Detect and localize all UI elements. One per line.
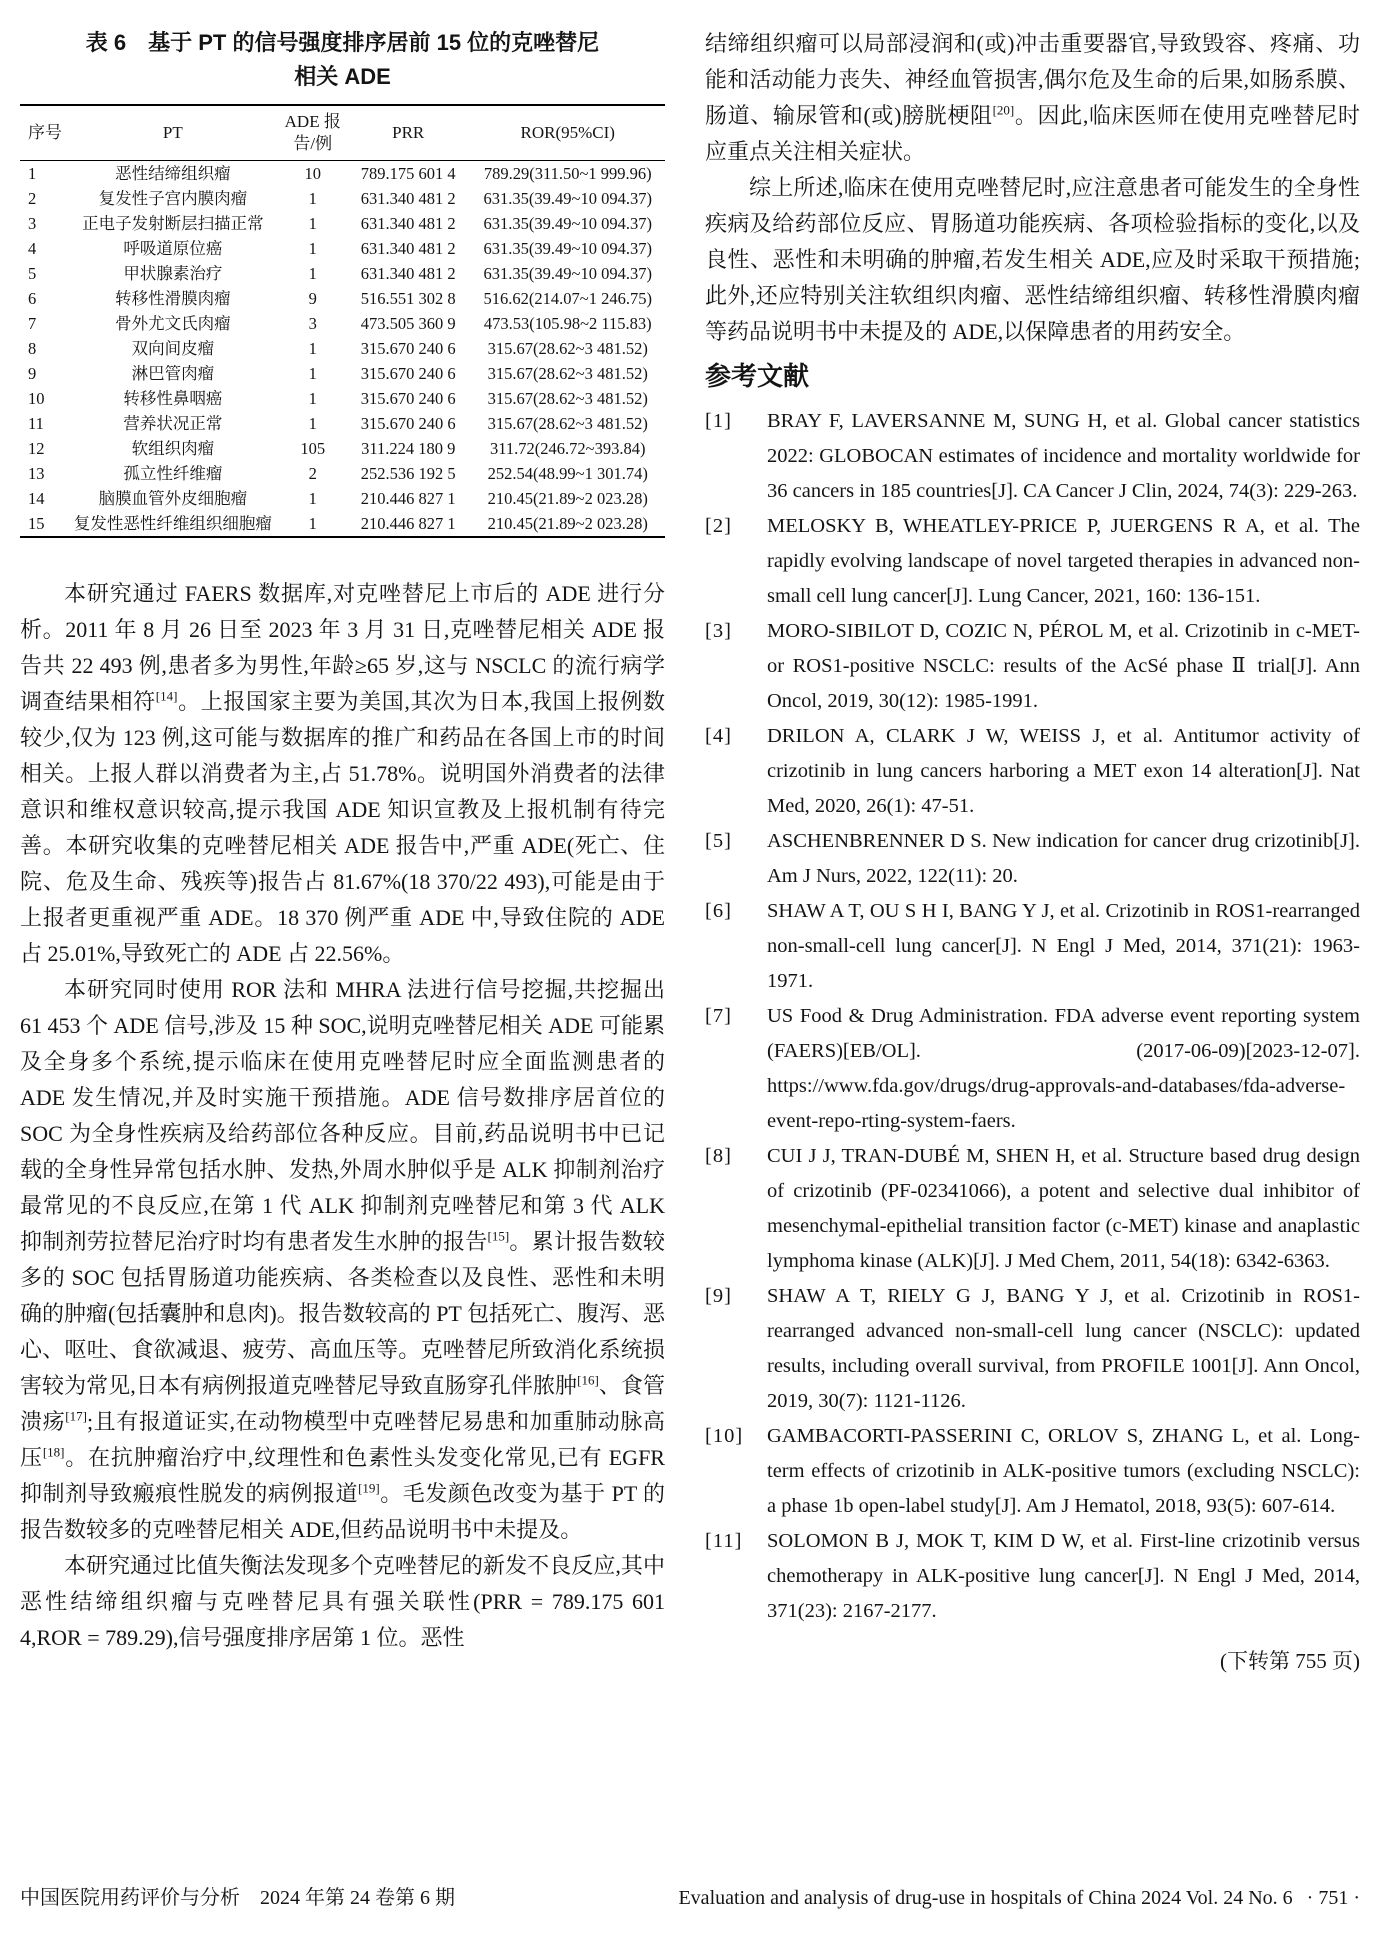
- table-cell: 315.67(28.62~3 481.52): [487, 413, 648, 433]
- table-cell: 473.505 360 9: [360, 313, 456, 333]
- reference-number: [6]: [705, 900, 732, 922]
- table-caption-line-1: 表 6 基于 PT 的信号强度排序居前 15 位的克唑替尼: [85, 30, 600, 55]
- body-paragraph: 综上所述,临床在使用克唑替尼时,应注意患者可能发生的全身性疾病及给药部位反应、胃肠道功能疾病、各项检验指标的变化,以及良性、恶性和未明确的肿瘤,若发生相关 ADE,应及时采取干预措施;此外,还应特别关注软组织肉瘤、恶性结缔组织瘤、转移性滑膜肉瘤等药品说明书中未提及的 ADE,以保障患者的用药安全。: [705, 175, 1360, 344]
- table-cell: 骨外尤文氏肉瘤: [115, 313, 231, 333]
- table-cell: 210.45(21.89~2 023.28): [487, 488, 648, 508]
- reference-number: [3]: [705, 620, 732, 642]
- right-column: [705, 26, 1360, 1679]
- reference-text: MELOSKY B, WHEATLEY-PRICE P, JUERGENS R A, et al. The rapidly evolving landscape of novel targeted therapies in advanced non-small cell lung cancer[J]. Lung Cancer, 2021, 160: 136-151.: [767, 515, 1360, 607]
- table-cell: 5: [28, 263, 37, 283]
- table-row: [20, 261, 665, 286]
- ade-signal-table: [20, 104, 665, 538]
- table-cell: 1: [28, 163, 37, 183]
- table-cell: 复发性子宫内膜肉瘤: [98, 188, 248, 208]
- left-column: [20, 26, 665, 1679]
- left-body-text: [20, 576, 665, 1656]
- table-cell: 315.67(28.62~3 481.52): [487, 363, 648, 383]
- table-row: [20, 311, 665, 336]
- continuation-note: (下转第 755 页): [1220, 1649, 1360, 1673]
- reference-text: MORO-SIBILOT D, COZIC N, PÉROL M, et al. Crizotinib in c-MET- or ROS1-positive NSCLC: results of the AcSé phase Ⅱ trial[J]. Ann Oncol, 2019, 30(12): 1985-1991.: [767, 620, 1360, 712]
- table-cell: 789.29(311.50~1 999.96): [483, 163, 652, 183]
- table-cell: 9: [28, 363, 37, 383]
- table-cell: 315.670 240 6: [360, 338, 456, 358]
- table-cell: 315.670 240 6: [360, 388, 456, 408]
- table-cell: 631.35(39.49~10 094.37): [483, 188, 652, 208]
- table-cell: 315.67(28.62~3 481.52): [487, 338, 648, 358]
- table-cell: 2: [308, 463, 317, 483]
- table-cell: 呼吸道原位癌: [123, 238, 223, 258]
- reference-text: SHAW A T, RIELY G J, BANG Y J, et al. Crizotinib in ROS1-rearranged advanced non-small-cell lung cancer (NSCLC): updated results, including overall survival, from PROFILE 1001[J]. Ann Oncol, 2019, 30(7): 1121-1126.: [767, 1285, 1360, 1412]
- table-cell: 孤立性纤维瘤: [123, 463, 223, 483]
- footer-journal-title-en: [664, 1887, 1360, 1910]
- table-cell: 315.67(28.62~3 481.52): [487, 388, 648, 408]
- table-row: [20, 236, 665, 261]
- reference-item: [705, 509, 1360, 614]
- table-cell: 1: [308, 363, 317, 383]
- table-cell: 6: [28, 288, 37, 308]
- references-heading: 参考文献: [705, 361, 810, 391]
- reference-item: [705, 999, 1360, 1139]
- ade-table-body: [20, 161, 665, 538]
- page-footer: [20, 1881, 1360, 1910]
- table-row: [20, 511, 665, 537]
- table-cell: 13: [28, 463, 45, 483]
- table-cell: 473.53(105.98~2 115.83): [483, 313, 652, 333]
- table-cell: 1: [308, 413, 317, 433]
- table-row: [20, 361, 665, 386]
- table-cell: 631.35(39.49~10 094.37): [483, 263, 652, 283]
- reference-text: SOLOMON B J, MOK T, KIM D W, et al. First-line crizotinib versus chemotherapy in ALK-positive lung cancer[J]. N Engl J Med, 2014, 371(23): 2167-2177.: [767, 1530, 1360, 1622]
- table-cell: 转移性滑膜肉瘤: [115, 288, 231, 308]
- table-header-cell: ADE 报告/例: [284, 112, 341, 153]
- body-paragraph: 本研究同时使用 ROR 法和 MHRA 法进行信号挖掘,共挖掘出 61 453 个 ADE 信号,涉及 15 种 SOC,说明克唑替尼相关 ADE 可能累及全身多个系统,提示临床在使用克唑替尼时应全面监测患者的 ADE 发生情况,并及时实施干预措施。ADE 信号数排序居首位的 SOC 为全身性疾病及给药部位各种反应。目前,药品说明书中已记载的全身性异常包括水肿、发热,外周水肿似乎是 ALK 抑制剂治疗最常见的不良反应,在第 1 代 ALK 抑制剂克唑替尼和第 3 代 ALK 抑制剂劳拉替尼治疗时均有患者发生水肿的报告[15]。累计报告数较多的 SOC 包括胃肠道功能疾病、各类检查以及良性、恶性和未明确的肿瘤(包括囊肿和息肉)。报告数较高的 PT 包括死亡、腹泻、恶心、呕吐、食欲减退、疲劳、高血压等。克唑替尼所致消化系统损害较为常见,日本有病例报道克唑替尼导致直肠穿孔伴脓肿[16]、食管溃疡[17];且有报道证实,在动物模型中克唑替尼易患和加重肺动脉高压[18]。在抗肿瘤治疗中,纹理性和色素性头发变化常见,已有 EGFR 抑制剂导致瘢痕性脱发的病例报道[19]。毛发颜色改变为基于 PT 的报告数较多的克唑替尼相关 ADE,但药品说明书中未提及。: [20, 977, 665, 1542]
- table-cell: 1: [308, 488, 317, 508]
- table-header-row: [20, 105, 665, 161]
- table-cell: 转移性鼻咽癌: [123, 388, 223, 408]
- table-row: [20, 486, 665, 511]
- table-cell: 7: [28, 313, 37, 333]
- table-caption-line-2: 相关 ADE: [294, 64, 391, 89]
- table-header-cell: ROR(95%CI): [520, 123, 615, 142]
- reference-item: [705, 1419, 1360, 1524]
- table-cell: 631.340 481 2: [360, 263, 456, 283]
- reference-item: [705, 1524, 1360, 1629]
- reference-item: [705, 1279, 1360, 1419]
- table-cell: 14: [28, 488, 45, 508]
- reference-number: [5]: [705, 830, 732, 852]
- reference-number: [11]: [705, 1530, 743, 1552]
- reference-text: GAMBACORTI-PASSERINI C, ORLOV S, ZHANG L, et al. Long-term effects of crizotinib in ALK-positive tumors (excluding NSCLC): a phase 1b open-label study[J]. Am J Hematol, 2018, 93(5): 607-614.: [767, 1425, 1360, 1517]
- table-cell: 631.340 481 2: [360, 188, 456, 208]
- reference-text: SHAW A T, OU S H I, BANG Y J, et al. Crizotinib in ROS1-rearranged non-small-cell lung cancer[J]. N Engl J Med, 2014, 371(21): 1963-1971.: [767, 900, 1360, 992]
- table-cell: 1: [308, 263, 317, 283]
- table-cell: 12: [28, 438, 45, 458]
- table-cell: 1: [308, 513, 317, 533]
- citation-superscript: [17]: [65, 1408, 87, 1424]
- table-cell: 1: [308, 338, 317, 358]
- reference-number: [2]: [705, 515, 732, 537]
- table-cell: 8: [28, 338, 37, 358]
- footer-page-number: · 751 ·: [1306, 1887, 1360, 1909]
- table-row: [20, 386, 665, 411]
- footer-journal-citation: Evaluation and analysis of drug-use in hospitals of China 2024 Vol. 24 No. 6: [678, 1887, 1293, 1909]
- table-row: [20, 336, 665, 361]
- table-cell: 311.224 180 9: [361, 438, 456, 458]
- citation-superscript: [20]: [992, 102, 1015, 118]
- table-cell: 311.72(246.72~393.84): [490, 438, 646, 458]
- table-cell: 双向间皮瘤: [131, 338, 215, 358]
- body-paragraph: 结缔组织瘤可以局部浸润和(或)冲击重要器官,导致毁容、疼痛、功能和活动能力丧失、神经血管损害,偶尔危及生命的后果,如肠系膜、肠道、输尿管和(或)膀胱梗阻[20]。因此,临床医师在使用克唑替尼时应重点关注相关症状。: [705, 31, 1360, 164]
- table-cell: 631.35(39.49~10 094.37): [483, 213, 652, 233]
- table-cell: 516.551 302 8: [360, 288, 456, 308]
- table-row: [20, 436, 665, 461]
- table-cell: 正电子发射断层扫描正常: [82, 213, 264, 233]
- reference-number: [9]: [705, 1285, 732, 1307]
- reference-text: US Food & Drug Administration. FDA adverse event reporting system (FAERS)[EB/OL]. (2017-06-09)[2023-12-07]. https://www.fda.gov/drugs/drug-approvals-and-databases/fda-adverse-event-repo-rting-system-faers.: [767, 1005, 1360, 1132]
- table-header-cell: 序号: [28, 123, 62, 142]
- table-cell: 1: [308, 213, 317, 233]
- table-row: [20, 161, 665, 187]
- table-cell: 4: [28, 238, 37, 258]
- table-cell: 210.45(21.89~2 023.28): [487, 513, 648, 533]
- table-row: [20, 411, 665, 436]
- reference-number: [10]: [705, 1425, 744, 1447]
- reference-item: [705, 824, 1360, 894]
- table-header-cell: PRR: [392, 123, 425, 142]
- reference-item: [705, 719, 1360, 824]
- citation-superscript: [14]: [155, 688, 178, 704]
- reference-item: [705, 894, 1360, 999]
- table-cell: 1: [308, 188, 317, 208]
- reference-text: CUI J J, TRAN-DUBÉ M, SHEN H, et al. Structure based drug design of crizotinib (PF-02341066), a potent and selective dual inhibitor of mesenchymal-epithelial transition factor (c-MET) kinase and anaplastic lymphoma kinase (ALK)[J]. J Med Chem, 2011, 54(18): 6342-6363.: [767, 1145, 1360, 1272]
- table-row: [20, 211, 665, 236]
- table-cell: 210.446 827 1: [360, 488, 456, 508]
- reference-item: [705, 614, 1360, 719]
- footer-journal-title-cn: 中国医院用药评价与分析 2024 年第 24 卷第 6 期: [20, 1887, 455, 1909]
- citation-superscript: [15]: [487, 1228, 510, 1244]
- table-cell: 105: [300, 438, 326, 458]
- table-row: [20, 461, 665, 486]
- citation-superscript: [18]: [42, 1444, 65, 1460]
- reference-text: DRILON A, CLARK J W, WEISS J, et al. Antitumor activity of crizotinib in lung cancers harboring a MET exon 14 alteration[J]. Nat Med, 2020, 26(1): 47-51.: [767, 725, 1360, 817]
- table-cell: 210.446 827 1: [360, 513, 456, 533]
- table-cell: 3: [308, 313, 317, 333]
- body-paragraph: 本研究通过 FAERS 数据库,对克唑替尼上市后的 ADE 进行分析。2011 年 8 月 26 日至 2023 年 3 月 31 日,克唑替尼相关 ADE 报告共 22 493 例,患者多为男性,年龄≥65 岁,这与 NSCLC 的流行病学调查结果相符[14]。上报国家主要为美国,其次为日本,我国上报例数较少,仅为 123 例,这可能与数据库的推广和药品在各国上市的时间相关。上报人群以消费者为主,占 51.78%。说明国外消费者的法律意识和维权意识较高,提示我国 ADE 知识宣教及上报机制有待完善。本研究收集的克唑替尼相关 ADE 报告中,严重 ADE(死亡、住院、危及生命、残疾等)报告占 81.67%(18 370/22 493),可能是由于上报者更重视严重 ADE。18 370 例严重 ADE 中,导致住院的 ADE 占 25.01%,导致死亡的 ADE 占 22.56%。: [20, 581, 665, 966]
- table-cell: 252.536 192 5: [360, 463, 456, 483]
- reference-text: ASCHENBRENNER D S. New indication for cancer drug crizotinib[J]. Am J Nurs, 2022, 122(11): 20.: [767, 830, 1360, 887]
- table-cell: 1: [308, 238, 317, 258]
- reference-number: [4]: [705, 725, 732, 747]
- table-cell: 脑膜血管外皮细胞瘤: [98, 488, 248, 508]
- table-cell: 789.175 601 4: [360, 163, 456, 183]
- right-body-text: [705, 26, 1360, 350]
- table-header-cell: PT: [162, 123, 183, 142]
- reference-number: [1]: [705, 410, 732, 432]
- table-cell: 营养状况正常: [123, 413, 223, 433]
- table-cell: 10: [304, 163, 321, 183]
- body-paragraph: 本研究通过比值失衡法发现多个克唑替尼的新发不良反应,其中恶性结缔组织瘤与克唑替尼具有强关联性(PRR = 789.175 601 4,ROR = 789.29),信号强度排序居第 1 位。恶性: [20, 1553, 665, 1650]
- table-cell: 甲状腺素治疗: [123, 263, 223, 283]
- table-cell: 15: [28, 513, 45, 533]
- table-cell: 2: [28, 188, 37, 208]
- table-cell: 11: [28, 413, 44, 433]
- table-cell: 315.670 240 6: [360, 413, 456, 433]
- table-cell: 631.340 481 2: [360, 213, 456, 233]
- reference-list: [705, 404, 1360, 1629]
- reference-text: BRAY F, LAVERSANNE M, SUNG H, et al. Global cancer statistics 2022: GLOBOCAN estimates of incidence and mortality worldwide for 36 cancers in 185 countries[J]. CA Cancer J Clin, 2024, 74(3): 229-263.: [767, 410, 1360, 502]
- table-cell: 淋巴管肉瘤: [131, 363, 215, 383]
- table-cell: 10: [28, 388, 45, 408]
- reference-number: [8]: [705, 1145, 732, 1167]
- ade-table-head: [20, 105, 665, 161]
- citation-superscript: [19]: [358, 1480, 380, 1496]
- table-cell: 9: [308, 288, 317, 308]
- citation-superscript: [16]: [577, 1372, 599, 1388]
- table-cell: 516.62(214.07~1 246.75): [483, 288, 652, 308]
- reference-item: [705, 404, 1360, 509]
- table-cell: 252.54(48.99~1 301.74): [487, 463, 648, 483]
- table-cell: 软组织肉瘤: [131, 438, 215, 458]
- table-cell: 1: [308, 388, 317, 408]
- table-row: [20, 186, 665, 211]
- table-cell: 631.340 481 2: [360, 238, 456, 258]
- table-cell: 631.35(39.49~10 094.37): [483, 238, 652, 258]
- reference-item: [705, 1139, 1360, 1279]
- table-row: [20, 286, 665, 311]
- table-cell: 315.670 240 6: [360, 363, 456, 383]
- table-cell: 3: [28, 213, 37, 233]
- table-cell: 恶性结缔组织瘤: [115, 163, 231, 183]
- reference-number: [7]: [705, 1005, 732, 1027]
- table-cell: 复发性恶性纤维组织细胞瘤: [73, 513, 272, 533]
